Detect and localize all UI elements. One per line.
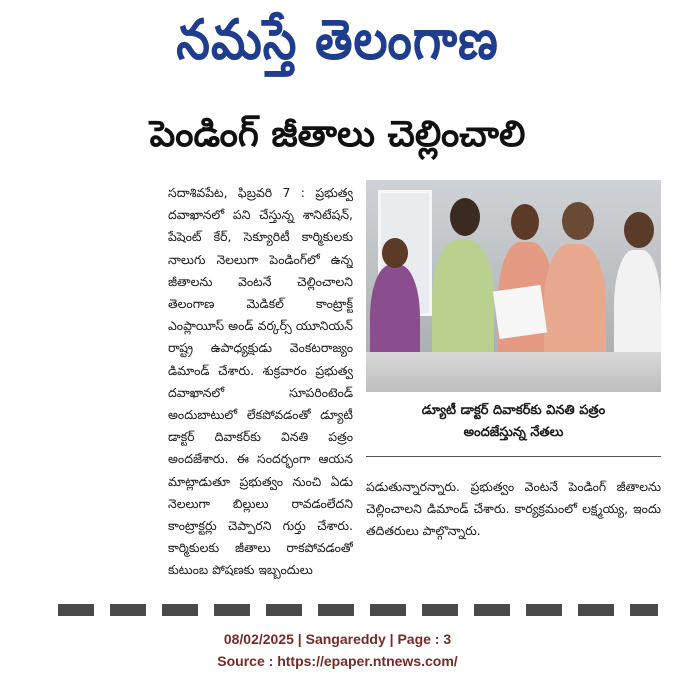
article-headline: పెండింగ్ జీతాలు చెల్లించాలి xyxy=(149,114,526,155)
article-right-column xyxy=(366,476,661,586)
photo-caption-line1: డ్యూటీ డాక్టర్ దివాకర్‌కు వినతి పత్రం xyxy=(421,403,606,418)
photo-person-head xyxy=(562,202,594,240)
footer-date-page: 08/02/2025 | Sangareddy | Page : 3 xyxy=(223,631,452,647)
photo-caption-line2: అందజేస్తున్న నేతలు xyxy=(463,425,564,440)
photo-caption xyxy=(366,400,661,457)
masthead xyxy=(0,2,675,78)
news-photo xyxy=(366,180,661,392)
photo-desk xyxy=(366,352,661,392)
photo-person-head xyxy=(624,212,654,248)
article-left-column xyxy=(168,182,353,590)
article-body-right: పడుతున్నారన్నారు. ప్రభుత్వం వెంటనే పెండింగ్ జీతాలను చెల్లించాలని డిమాండ్ చేశారు. కార్యక్రమంలో లక్ష్మయ్య, ఇందు తదితరులు పాల్గొన్నారు. xyxy=(366,479,661,539)
article-body-left: సదాశివపేట, ఫిబ్రవరి 7 : ప్రభుత్వ దవాఖానలో పని చేస్తున్న శానిటేషన్, పేషెంట్ కేర్, సెక్యూరిటీ కార్మికులకు నాలుగు నెలలుగా పెండింగ్‌లో ఉన్న జీతాలను వెంటనే చెల్లించాలని తెలంగాణ మెడికల్ కాంట్రాక్ట్ ఎంప్లాయీస్ అండ్ వర్కర్స్ యూనియన్ రాష్ట్ర ఉపాధ్యక్షుడు వెంకటరాజ్యం డిమాండ్ చేశారు. శుక్రవారం ప్రభుత్వ దవాఖానలో సూపరింటెండ్ అందుబాటులో లేకపోవడంతో డ్యూటీ డాక్టర్ దివాకర్‌కు వినతి పత్రం అందజేశారు. ఈ సందర్భంగా ఆయన మాట్లాడుతూ ప్రభుత్వం నుంచి ఏడు నెలలుగా బిల్లులు రావడంలేదని కాంట్రాక్టర్లు చెప్పారని గుర్తు చేశారు. కార్మికులకు జీతాలు రాకపోవడంతో కుటుంబ పోషణకు ఇబ్బందులు xyxy=(168,185,353,578)
photo-person-head xyxy=(450,198,480,236)
photo-person-head xyxy=(511,204,539,240)
cropped-next-article-line xyxy=(58,604,658,616)
source-footer xyxy=(0,628,675,678)
petition-paper xyxy=(493,285,547,339)
photo-person-head xyxy=(382,238,408,268)
footer-source: Source : https://epaper.ntnews.com/ xyxy=(217,653,458,669)
newspaper-title: నమస్తే తెలంగాణ xyxy=(176,7,499,73)
